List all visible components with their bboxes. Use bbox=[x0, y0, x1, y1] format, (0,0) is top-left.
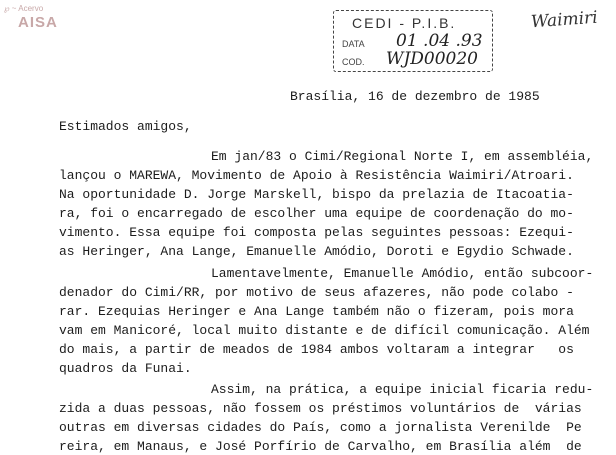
letter-line: vimento. Essa equipe foi composta pelas seguintes pessoas: Ezequi- bbox=[59, 225, 574, 240]
letter-line: reira, em Manaus, e José Porfírio de Carvalho, em Brasília além de bbox=[59, 439, 582, 454]
letter-line: zida a duas pessoas, não fossem os préstimos voluntários de várias bbox=[59, 401, 582, 416]
letter-line: denador do Cimi/RR, por motivo de seus afazeres, não pode colabo - bbox=[59, 285, 574, 300]
letter-line: ra, foi o encarregado de escolher uma equipe de coordenação do mo- bbox=[59, 206, 574, 221]
archive-stamp bbox=[333, 10, 493, 72]
letter-line: rar. Ezequias Heringer e Ana Lange também não o fizeram, pois mora bbox=[59, 304, 574, 319]
handwritten-annotation: Waimiri bbox=[530, 7, 599, 33]
stamp-cod-value: WJD00020 bbox=[386, 49, 478, 69]
acervo-isa-watermark-logo bbox=[4, 4, 76, 32]
letter-line: lançou o MAREWA, Movimento de Apoio à Resistência Waimiri/Atroari. bbox=[59, 168, 574, 183]
stamp-header: CEDI - P.I.B. bbox=[352, 15, 457, 31]
stamp-cod-label: COD. bbox=[342, 57, 365, 67]
letter-line: Assim, na prática, a equipe inicial ficaria redu- bbox=[211, 382, 594, 397]
letter-line: as Heringer, Ana Lange, Emanuelle Amódio, Doroti e Egydio Schwade. bbox=[59, 244, 574, 259]
logo-top-text: ℘ ~ Acervo bbox=[4, 4, 44, 13]
letter-line: do mais, a partir de meados de 1984 ambos voltaram a integrar os bbox=[59, 342, 574, 357]
letter-line: vam em Manicoré, local muito distante e de difícil comunicação. Além bbox=[59, 323, 590, 338]
stamp-data-value: 01 .04 .93 bbox=[396, 31, 483, 51]
logo-bottom-text: AISA bbox=[18, 14, 58, 31]
letter-line: Lamentavelmente, Emanuelle Amódio, então subcoor- bbox=[211, 266, 594, 281]
letter-line: Em jan/83 o Cimi/Regional Norte I, em assembléia, bbox=[211, 149, 594, 164]
letter-line: quadros da Funai. bbox=[59, 361, 192, 376]
letter-date: Brasília, 16 de dezembro de 1985 bbox=[290, 89, 540, 104]
letter-line: Na oportunidade D. Jorge Marskell, bispo da prelazia de Itacoatia- bbox=[59, 187, 574, 202]
stamp-data-label: DATA bbox=[342, 39, 365, 49]
letter-greeting: Estimados amigos, bbox=[59, 119, 192, 134]
letter-line: outras em diversas cidades do País, como a jornalista Verenilde Pe bbox=[59, 420, 582, 435]
